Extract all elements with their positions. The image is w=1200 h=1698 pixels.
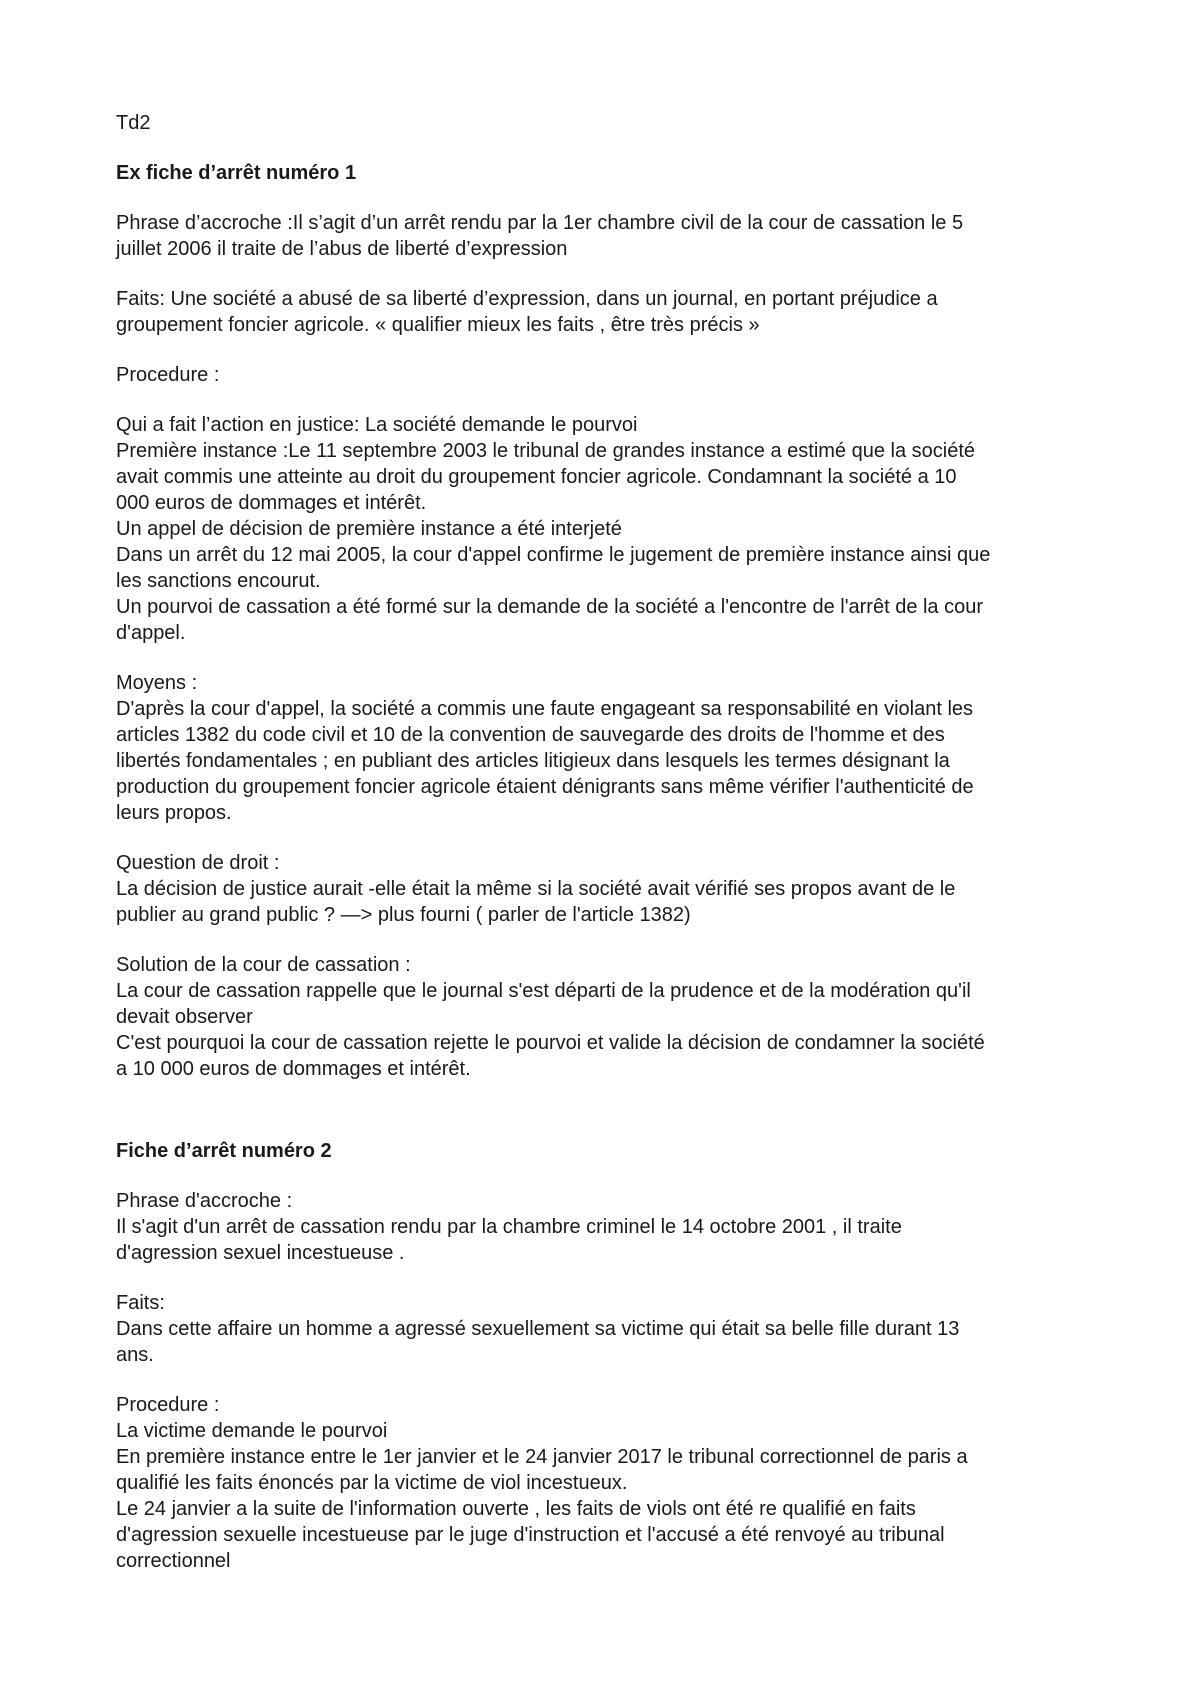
paragraph-line: libertés fondamentales ; en publiant des articles litigieux dans lesquels les termes désignant la [116,750,950,772]
fiche1-solution [116,952,1106,1082]
fiche1-procedure [116,412,1106,646]
paragraph-line: Première instance :Le 11 septembre 2003 le tribunal de grandes instance a estimé que la société [116,440,976,462]
fiche2-heading: Fiche d’arrêt numéro 2 [116,1140,332,1162]
paragraph-line: D'après la cour d'appel, la société a commis une faute engageant sa responsabilité en violant les [116,698,974,720]
paragraph-line: Le 24 janvier a la suite de l'information ouverte , les faits de viols ont été re qualifié en faits [116,1498,916,1520]
section-label: Solution de la cour de cassation : [116,954,411,976]
document-title: Td2 [116,112,151,134]
section-label: Phrase d'accroche : [116,1190,293,1212]
paragraph-line: leurs propos. [116,802,232,824]
paragraph-line: d'agression sexuelle incestueuse par le juge d'instruction et l'accusé a été renvoyé au tribunal [116,1524,945,1546]
paragraph-line: Un appel de décision de première instance a été interjeté [116,518,622,540]
paragraph-line: Il s'agit d'un arrêt de cassation rendu par la chambre criminel le 14 octobre 2001 , il traite [116,1216,902,1238]
paragraph-line: articles 1382 du code civil et 10 de la convention de sauvegarde des droits de l'homme et des [116,724,945,746]
paragraph-line: Phrase d’accroche :Il s’agit d’un arrêt rendu par la 1er chambre civil de la cour de cassation le 5 [116,212,964,234]
paragraph-line: 000 euros de dommages et intérêt. [116,492,427,514]
document-page [116,110,1106,1574]
fiche1-moyens [116,670,1106,826]
paragraph-line: La décision de justice aurait -elle était la même si la société avait vérifié ses propos avant de le [116,878,956,900]
paragraph-line: En première instance entre le 1er janvier et le 24 janvier 2017 le tribunal correctionnel de paris a [116,1446,968,1468]
fiche1-procedure-label: Procedure : [116,364,220,386]
paragraph-line: La cour de cassation rappelle que le journal s'est départi de la prudence et de la modération qu'il [116,980,971,1002]
paragraph-line: d'appel. [116,622,186,644]
paragraph-line: correctionnel [116,1550,231,1572]
fiche1-heading: Ex fiche d’arrêt numéro 1 [116,162,357,184]
paragraph-line: Dans cette affaire un homme a agressé sexuellement sa victime qui était sa belle fille durant 13 [116,1318,960,1340]
paragraph-line: La victime demande le pourvoi [116,1420,388,1442]
section-label: Moyens : [116,672,198,694]
paragraph-line: devait observer [116,1006,253,1028]
fiche2-procedure [116,1392,1106,1574]
paragraph-line: production du groupement foncier agricole étaient dénigrants sans même vérifier l'authenticité de [116,776,974,798]
paragraph-line: Dans un arrêt du 12 mai 2005, la cour d'appel confirme le jugement de première instance ainsi que [116,544,991,566]
paragraph-line: groupement foncier agricole. « qualifier mieux les faits , être très précis » [116,314,760,336]
fiche1-question [116,850,1106,928]
paragraph-line: Un pourvoi de cassation a été formé sur la demande de la société a l'encontre de l'arrêt de la cour [116,596,984,618]
paragraph-line: Qui a fait l’action en justice: La société demande le pourvoi [116,414,638,436]
paragraph-line: publier au grand public ? —> plus fourni ( parler de l'article 1382) [116,904,691,926]
section-label: Question de droit : [116,852,280,874]
paragraph-line: Faits: Une société a abusé de sa liberté d’expression, dans un journal, en portant préjudice a [116,288,938,310]
paragraph-line: juillet 2006 il traite de l’abus de liberté d’expression [116,238,568,260]
paragraph-line: a 10 000 euros de dommages et intérêt. [116,1058,471,1080]
paragraph-line: les sanctions encourut. [116,570,321,592]
fiche2-accroche [116,1188,1106,1266]
paragraph-line: d'agression sexuel incestueuse . [116,1242,405,1264]
fiche1-accroche [116,210,1106,262]
fiche2-faits [116,1290,1106,1368]
section-label: Faits: [116,1292,165,1314]
paragraph-line: C'est pourquoi la cour de cassation rejette le pourvoi et valide la décision de condamner la société [116,1032,985,1054]
fiche1-faits [116,286,1106,338]
paragraph-line: avait commis une atteinte au droit du groupement foncier agricole. Condamnant la société a 10 [116,466,957,488]
paragraph-line: qualifié les faits énoncés par la victime de viol incestueux. [116,1472,628,1494]
section-label: Procedure : [116,1394,220,1416]
paragraph-line: ans. [116,1344,154,1366]
